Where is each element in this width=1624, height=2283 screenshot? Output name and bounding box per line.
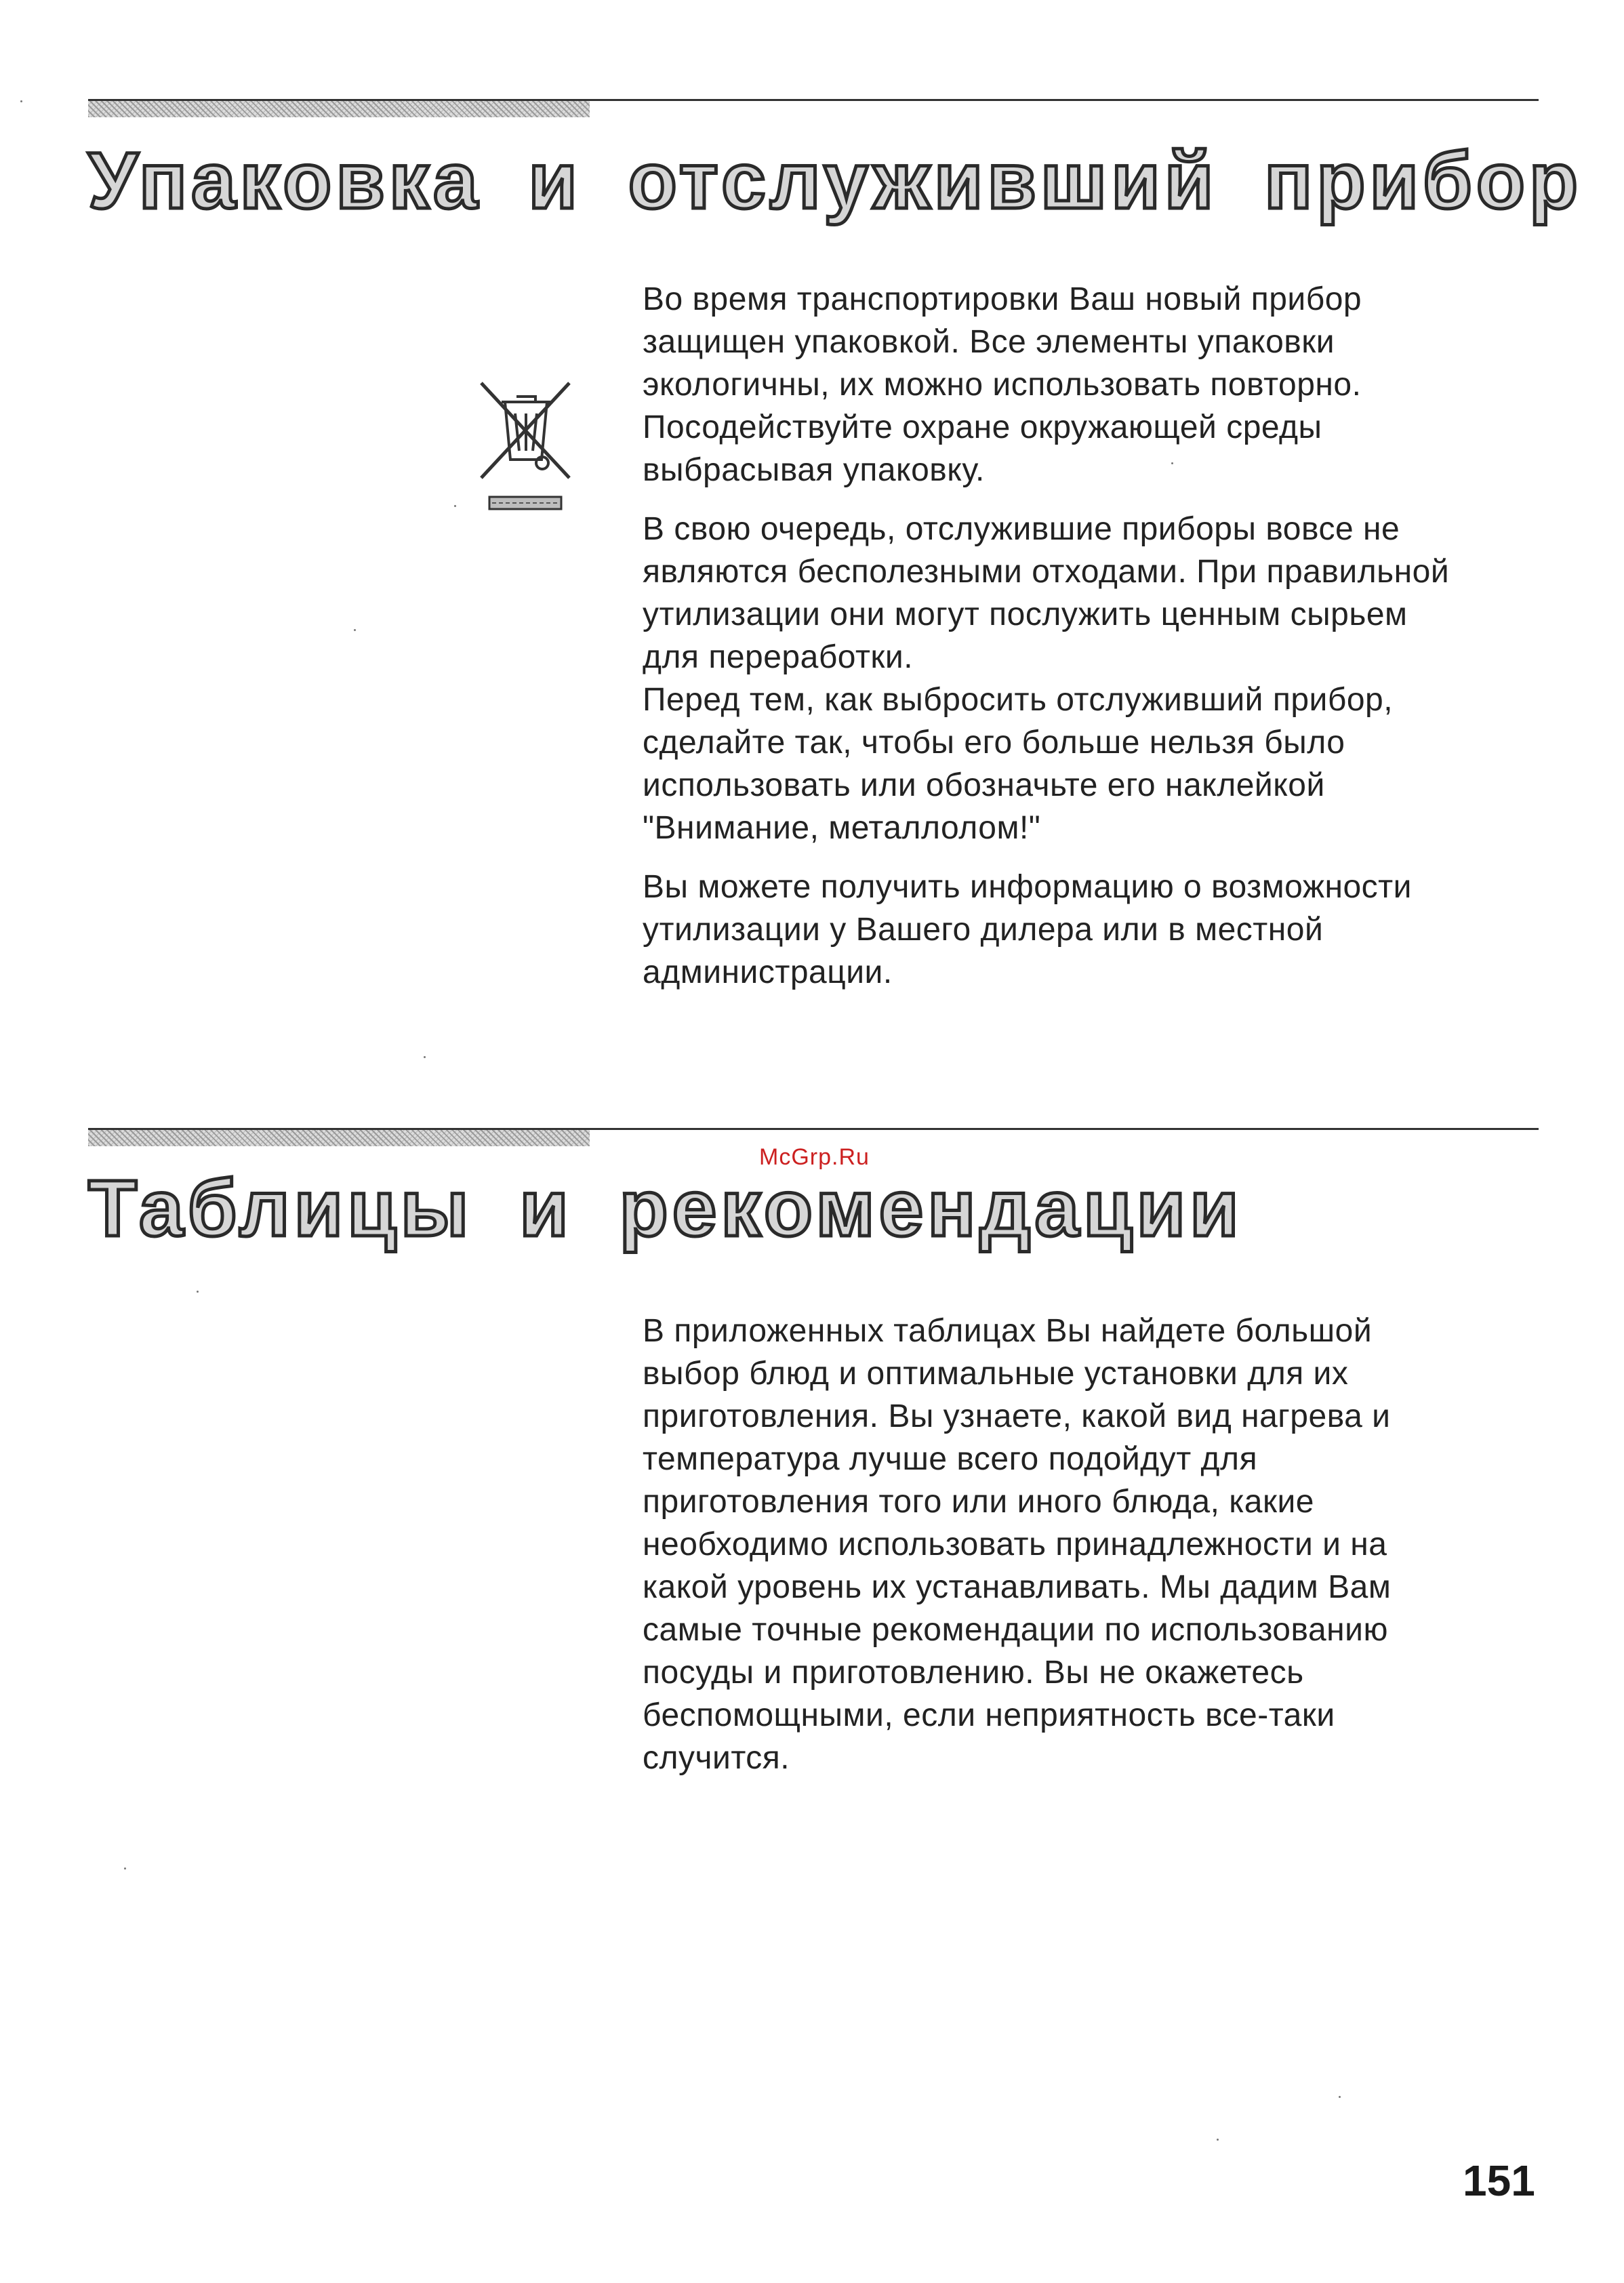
text-line: случится.: [643, 1740, 790, 1776]
text-line: для переработки.: [643, 639, 914, 675]
text-line: утилизации они могут послужить ценным сырьем: [643, 597, 1408, 632]
scan-speck: [20, 100, 22, 102]
section-body-packaging: [643, 278, 1551, 994]
scan-speck: [424, 1056, 426, 1058]
scan-speck: [1339, 2096, 1341, 2098]
text-line: администрации.: [643, 954, 893, 990]
text-line: выбрасывая упаковку.: [643, 452, 985, 488]
text-line: являются бесполезными отходами. При правильной: [643, 554, 1450, 590]
crossed-out-wheelie-bin-icon: [474, 376, 576, 512]
text-line: Перед тем, как выбросить отслуживший прибор,: [643, 682, 1394, 718]
text-line: какой уровень их устанавливать. Мы дадим Вам: [643, 1569, 1392, 1605]
divider-hatch: [88, 99, 590, 117]
watermark: McGrp.Ru: [759, 1144, 870, 1170]
paragraph-transport: [643, 278, 1551, 491]
scan-speck: [197, 1291, 199, 1293]
text-line: экологичны, их можно использовать повторно.: [643, 367, 1362, 403]
text-line: использовать или обозначьте его наклейкой: [643, 767, 1325, 803]
page-number: 151: [1463, 2156, 1535, 2205]
text-line: В свою очередь, отслужившие приборы вовсе не: [643, 511, 1400, 547]
text-line: посуды и приготовлению. Вы не окажетесь: [643, 1655, 1304, 1691]
scan-speck: [354, 629, 356, 631]
scan-speck: [454, 505, 456, 507]
text-line: утилизации у Вашего дилера или в местной: [643, 912, 1324, 948]
scan-speck: [1171, 462, 1173, 464]
text-line: В приложенных таблицах Вы найдете большой: [643, 1313, 1373, 1349]
text-line: температура лучше всего подойдут для: [643, 1441, 1258, 1477]
text-line: Во время транспортировки Ваш новый прибор: [643, 281, 1362, 317]
paragraph-old-appliances: [643, 508, 1551, 849]
divider-line: [88, 99, 1539, 101]
text-line: приготовления. Вы узнаете, какой вид нагрева и: [643, 1398, 1391, 1434]
text-line: защищен упаковкой. Все элементы упаковки: [643, 324, 1335, 360]
divider-hatch: [88, 1128, 590, 1146]
paragraph-disposal-info: [643, 866, 1551, 994]
section-body-tables: [643, 1310, 1551, 1779]
text-line: приготовления того или иного блюда, какие: [643, 1484, 1314, 1520]
divider-line: [88, 1128, 1539, 1130]
text-line: самые точные рекомендации по использованию: [643, 1612, 1388, 1648]
text-line: сделайте так, чтобы его больше нельзя было: [643, 725, 1345, 761]
text-line: необходимо использовать принадлежности и на: [643, 1527, 1387, 1562]
paragraph-tables: [643, 1310, 1551, 1779]
text-line: беспомощными, если неприятность все-таки: [643, 1697, 1335, 1733]
text-line: выбор блюд и оптимальные установки для их: [643, 1356, 1349, 1392]
text-line: Посодействуйте охране окружающей среды: [643, 409, 1322, 445]
section-title-packaging: Упаковка и отслуживший прибор: [88, 136, 1583, 226]
text-line: Вы можете получить информацию о возможности: [643, 869, 1412, 905]
scan-speck: [124, 1867, 126, 1870]
scan-speck: [1217, 2139, 1219, 2141]
text-line: "Внимание, металлолом!": [643, 810, 1041, 846]
section-title-tables: Таблицы и рекомендации: [88, 1164, 1243, 1253]
